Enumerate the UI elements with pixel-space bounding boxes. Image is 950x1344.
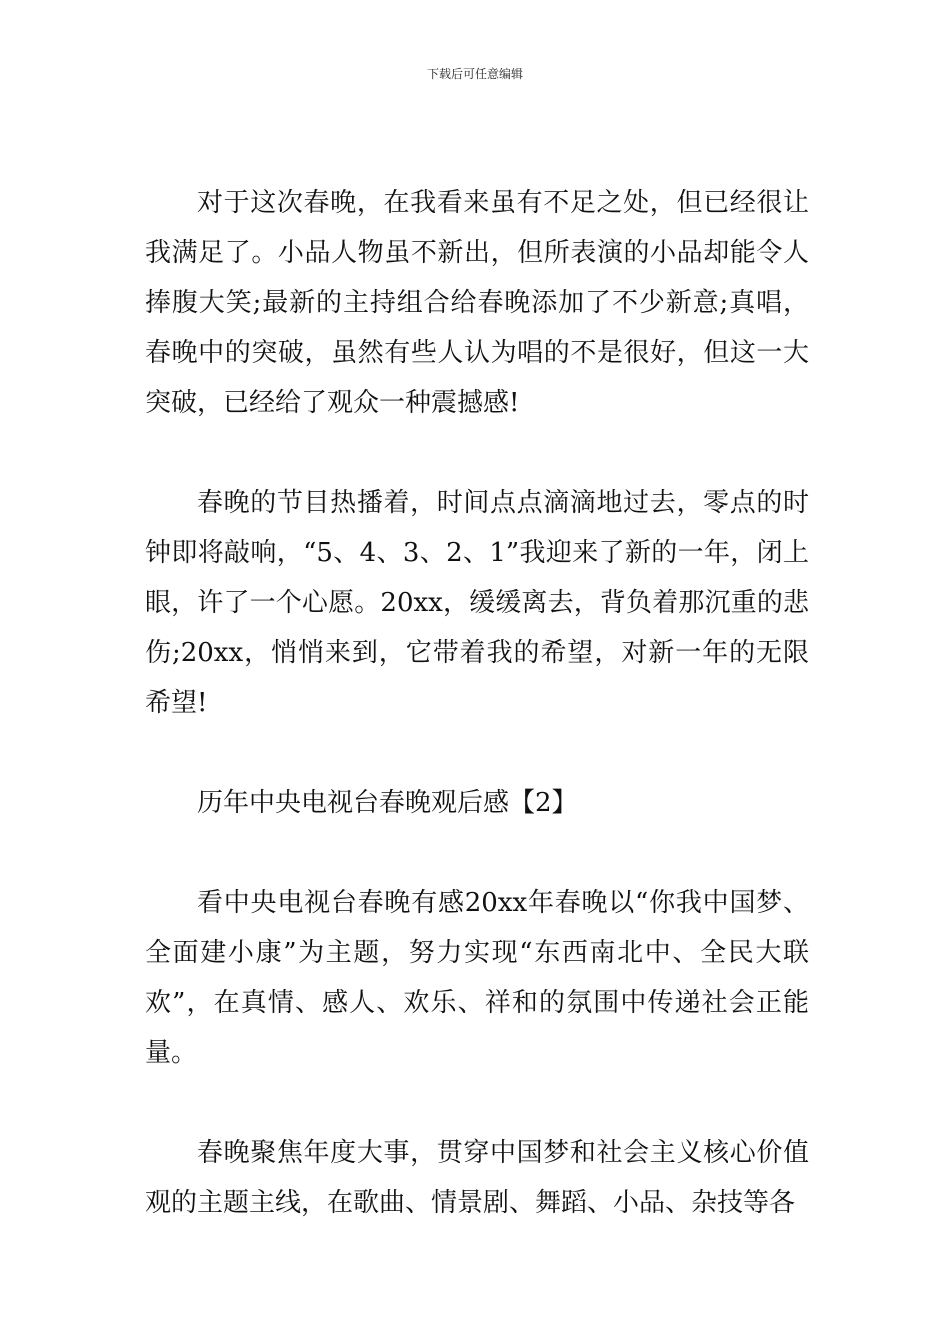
paragraph-4: 春晚聚焦年度大事，贯穿中国梦和社会主义核心价值观的主题主线，在歌曲、情景剧、舞蹈、小品、杂技等各 (145, 1138, 809, 1218)
paragraph-1: 对于这次春晚，在我看来虽有不足之处，但已经很让我满足了。小品人物虽不新出，但所表演的小品却能令人捧腹大笑;最新的主持组合给春晚添加了不少新意;真唱，春晚中的突破，虽然有些人认为唱的不是很好，但这一大突破，已经给了观众一种震撼感! (145, 188, 809, 418)
paragraph-3: 看中央电视台春晚有感20xx年春晚以“你我中国梦、全面建小康”为主题，努力实现“东西南北中、全民大联欢”，在真情、感人、欢乐、祥和的氛围中传递社会正能量。 (145, 888, 809, 1068)
document-body (145, 178, 809, 1228)
section-heading: 历年中央电视台春晚观后感【2】 (197, 788, 578, 818)
header-note: 下载后可任意编辑 (426, 67, 523, 81)
paragraph-2: 春晚的节目热播着，时间点点滴滴地过去，零点的时钟即将敲响，“5、4、3、2、1”我迎来了新的一年，闭上眼，许了一个心愿。20xx，缓缓离去，背负着那沉重的悲伤;20xx，悄悄来到，它带着我的希望，对新一年的无限希望! (145, 488, 809, 718)
